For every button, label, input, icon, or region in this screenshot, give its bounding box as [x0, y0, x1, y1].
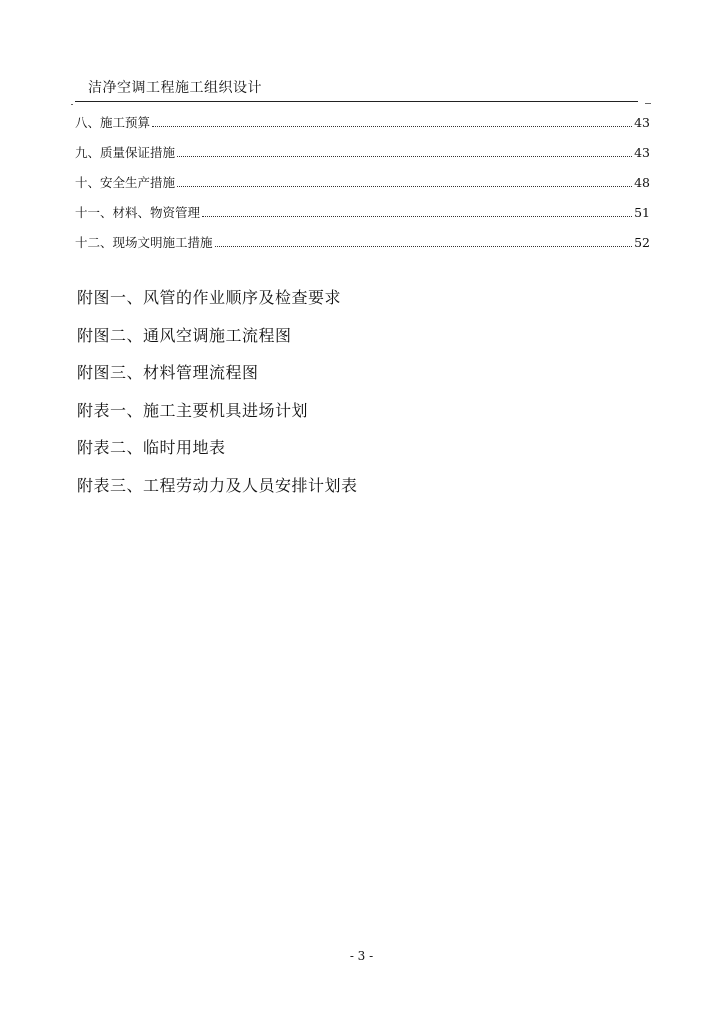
header-tick-right [645, 103, 651, 104]
toc-leader [177, 155, 632, 157]
header-rule [75, 101, 638, 102]
toc-entry-label: 十二、现场文明施工措施 [75, 235, 213, 250]
toc-entry-label: 十、安全生产措施 [75, 175, 176, 190]
toc-entry[interactable] [75, 113, 650, 143]
toc-leader [177, 185, 632, 187]
toc-entry[interactable] [75, 233, 650, 263]
toc-entry-page: 43 [634, 145, 650, 160]
header-tick-left [71, 104, 73, 105]
appendix-item: 附表二、临时用地表 [77, 438, 226, 457]
toc-entry-label: 九、质量保证措施 [75, 145, 176, 160]
toc-entry-label: 十一、材料、物资管理 [75, 205, 201, 220]
appendix-item: 附表三、工程劳动力及人员安排计划表 [77, 475, 358, 495]
table-of-contents [75, 113, 650, 263]
appendix-item: 附图一、风管的作业顺序及检查要求 [77, 288, 342, 307]
page-number: - 3 - [349, 949, 374, 963]
toc-entry-page: 48 [634, 175, 650, 190]
appendix-item: 附图二、通风空调施工流程图 [77, 325, 292, 345]
toc-entry-page: 52 [634, 235, 650, 250]
toc-entry[interactable] [75, 173, 650, 203]
toc-entry-label: 八、施工预算 [75, 115, 151, 130]
appendix-list [77, 285, 637, 510]
toc-entry-page: 43 [634, 115, 650, 130]
toc-leader [152, 125, 632, 127]
toc-entry-page: 51 [634, 205, 650, 220]
header-title: 洁净空调工程施工组织设计 [88, 80, 262, 96]
appendix-item: 附图三、材料管理流程图 [77, 363, 259, 382]
toc-entry[interactable] [75, 203, 650, 233]
appendix-item: 附表一、施工主要机具进场计划 [77, 400, 309, 420]
toc-leader [215, 245, 633, 247]
toc-leader [202, 215, 632, 217]
toc-entry[interactable] [75, 143, 650, 173]
